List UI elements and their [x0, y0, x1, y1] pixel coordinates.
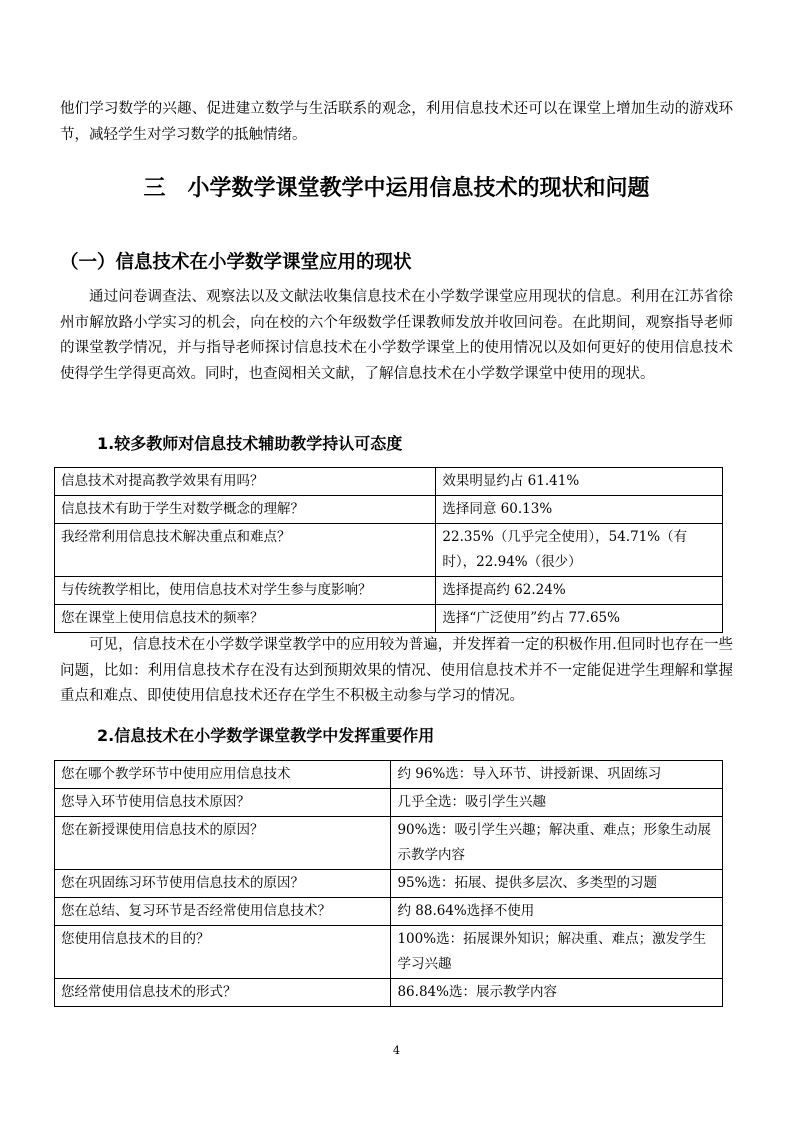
intro-paragraph: 他们学习数学的兴趣、促进建立数学与生活联系的观念，利用信息技术还可以在课堂上增加生动的游戏环节，减轻学生对学习数学的抵触情绪。 [60, 101, 733, 143]
table-row [55, 577, 723, 605]
survey-table-2 [54, 760, 723, 1007]
table-row [55, 468, 723, 496]
table-cell-answer: 选择“广泛使用”约占 77.65% [436, 605, 723, 633]
table-cell-question: 您经常使用信息技术的形式？ [55, 979, 391, 1007]
table-cell-question: 您在课堂上使用信息技术的频率？ [55, 605, 436, 633]
survey-table-1 [54, 467, 723, 633]
table-row [55, 605, 723, 633]
table-cell-answer: 100%选：拓展课外知识；解决重、难点；激发学生学习兴趣 [391, 926, 723, 979]
table-cell-answer: 选择同意 60.13% [436, 496, 723, 524]
table-cell-question: 您导入环节使用信息技术原因？ [55, 789, 391, 817]
table-row [55, 817, 723, 870]
table-cell-answer: 90%选：吸引学生兴趣；解决重、难点；形象生动展示教学内容 [391, 817, 723, 870]
table-row [55, 898, 723, 926]
table-cell-question: 您在哪个教学环节中使用应用信息技术 [55, 761, 391, 789]
table-row [55, 761, 723, 789]
table-cell-answer: 95%选：拓展、提供多层次、多类型的习题 [391, 870, 723, 898]
table-cell-answer: 22.35%（几乎完全使用），54.71%（有时），22.94%（很少） [436, 524, 723, 577]
table-cell-question: 您在巩固练习环节使用信息技术的原因？ [55, 870, 391, 898]
table-cell-question: 信息技术有助于学生对数学概念的理解？ [55, 496, 436, 524]
chapter-heading: 三 小学数学课堂教学中运用信息技术的现状和问题 [143, 176, 650, 201]
table-cell-question: 与传统教学相比，使用信息技术对学生参与度影响？ [55, 577, 436, 605]
table-row [55, 870, 723, 898]
subheading-2: 2.信息技术在小学数学课堂教学中发挥重要作用 [97, 726, 435, 745]
table-row [55, 524, 723, 577]
table-row [55, 789, 723, 817]
table-cell-answer: 约 96%选：导入环节、讲授新课、巩固练习 [391, 761, 723, 789]
table-cell-question: 您在总结、复习环节是否经常使用信息技术？ [55, 898, 391, 926]
table-cell-answer: 约 88.64%选择不使用 [391, 898, 723, 926]
subheading-1: 1.较多教师对信息技术辅助教学持认可态度 [97, 434, 403, 453]
table-cell-question: 信息技术对提高教学效果有用吗？ [55, 468, 436, 496]
table-cell-question: 您使用信息技术的目的？ [55, 926, 391, 979]
table-cell-answer: 86.84%选：展示教学内容 [391, 979, 723, 1007]
table-row [55, 979, 723, 1007]
table-row [55, 926, 723, 979]
section-paragraph: 通过问卷调查法、观察法以及文献法收集信息技术在小学数学课堂应用现状的信息。利用在江苏省徐州市解放路小学实习的机会，向在校的六个年级数学任课教师发放并收回问卷。在此期间，观察指导老师的课堂教学情况，并与指导老师探讨信息技术在小学数学课堂上的使用情况以及如何更好的使用信息技术使得学生学得更高效。同时，也查阅相关文献，了解信息技术在小学数学课堂中使用的现状。 [60, 289, 733, 382]
table-cell-answer: 效果明显约占 61.41% [436, 468, 723, 496]
table-row [55, 496, 723, 524]
analysis-paragraph: 可见，信息技术在小学数学课堂教学中的应用较为普遍，并发挥着一定的积极作用.但同时也存在一些问题，比如：利用信息技术存在没有达到预期效果的情况、使用信息技术并不一定能促进学生理解和掌握重点和难点、即使使用信息技术还存在学生不积极主动参与学习的情况。 [60, 637, 733, 704]
table-cell-question: 我经常利用信息技术解决重点和难点？ [55, 524, 436, 577]
section-heading: （一）信息技术在小学数学课堂应用的现状 [60, 252, 412, 273]
page-number: 4 [393, 1044, 400, 1057]
table-cell-answer: 几乎全选：吸引学生兴趣 [391, 789, 723, 817]
table-cell-answer: 选择提高约 62.24% [436, 577, 723, 605]
table-cell-question: 您在新授课使用信息技术的原因？ [55, 817, 391, 870]
